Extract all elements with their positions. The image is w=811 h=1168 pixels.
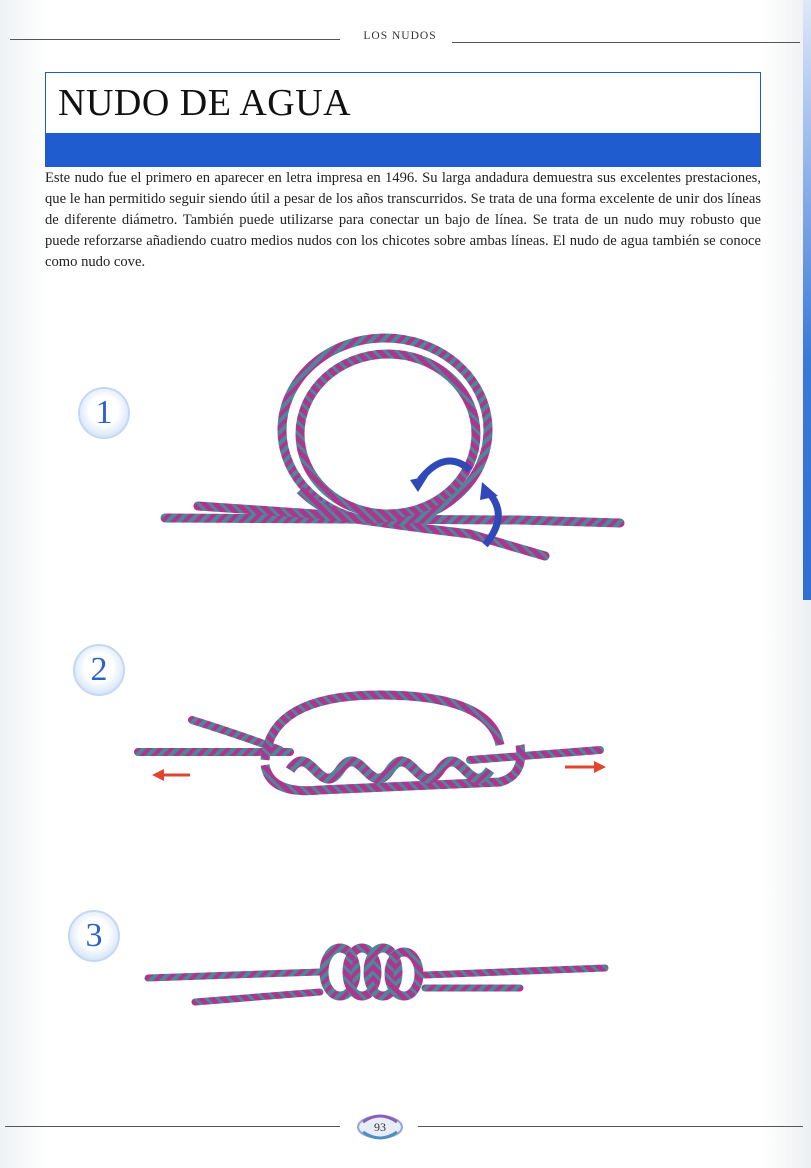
step-2-illustration — [0, 680, 811, 820]
step-number-3: 3 — [68, 910, 120, 962]
intro-paragraph: Este nudo fue el primero en aparecer en letra impresa en 1496. Su larga andadura demuestra sus excelentes prestaciones, que le han permitido seguir siendo útil a pesar de los años transcurridos. Se trata de una forma excelente de unir dos líneas de diferente diámetro. También puede utilizarse para conectar un bajo de línea. Se trata de un nudo muy robusto que puede reforzarse añadiendo cuatro medios nudos con los chicotes sobre ambas líneas. El nudo de agua también se conoce como nudo cove. — [45, 170, 761, 270]
running-header — [0, 30, 811, 50]
rope-right-line-a — [425, 968, 605, 975]
arrow-head-1 — [410, 476, 428, 492]
rope-arch — [265, 695, 500, 760]
title-box — [45, 72, 761, 134]
arrow-right-head — [594, 761, 606, 773]
step-number-1: 1 — [78, 387, 130, 439]
page-title: NUDO DE AGUA — [58, 82, 352, 124]
step-number-2: 2 — [73, 644, 125, 696]
page-number — [355, 1112, 405, 1142]
step-3-illustration — [0, 930, 811, 1030]
header-rule-left — [10, 39, 340, 40]
rope-loop-outer — [282, 338, 488, 522]
page-number-text: 93 — [374, 1120, 386, 1134]
tightened-knot — [324, 948, 419, 996]
rope-left-line-b — [195, 992, 320, 1002]
footer-rule-left — [5, 1126, 340, 1127]
arrow-left-head — [152, 769, 164, 781]
rope-loop-inner — [300, 354, 476, 514]
step-1-illustration — [0, 330, 811, 580]
running-title: LOS NUDOS — [363, 30, 437, 42]
header-rule-right — [452, 42, 800, 43]
footer-rule-right — [418, 1126, 803, 1127]
title-accent-bar — [45, 133, 761, 167]
rope-twists — [290, 761, 490, 778]
rope-left-line-a — [148, 972, 320, 978]
rope-right-end — [470, 750, 600, 760]
